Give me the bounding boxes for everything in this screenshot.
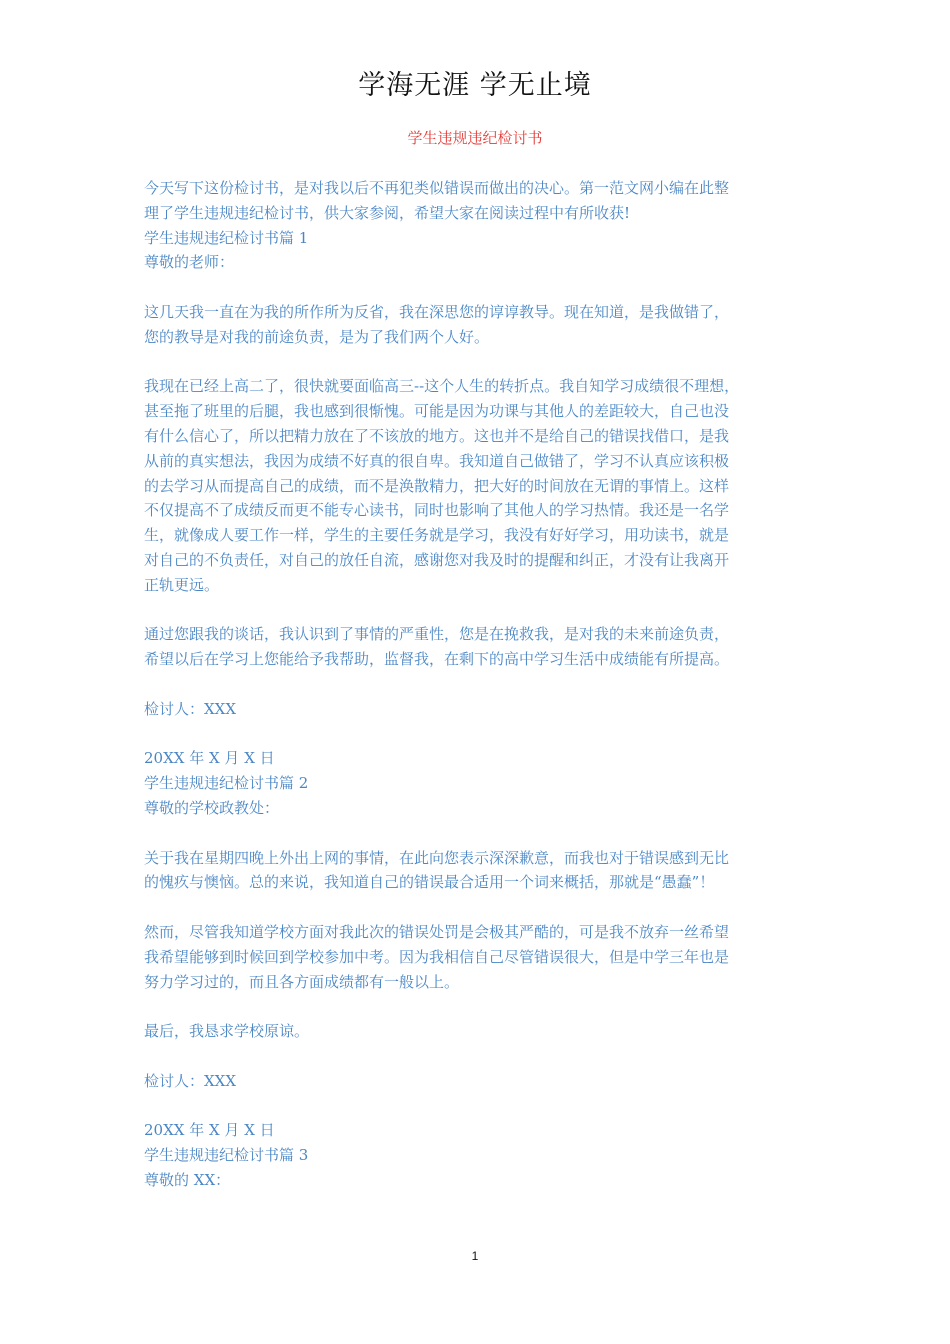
text-line: 生，就像成人要工作一样，学生的主要任务就是学习，我没有好好学习，用功读书，就是 bbox=[144, 526, 730, 545]
text-line: 您的教导是对我的前途负责，是为了我们两个人好。 bbox=[144, 327, 490, 346]
paragraph-spacer bbox=[144, 275, 814, 300]
text-line: 希望以后在学习上您能给予我帮助，监督我，在剩下的高中学习生活中成绩能有所提高。 bbox=[144, 650, 730, 669]
text-line: 努力学习过的，而且各方面成绩都有一般以上。 bbox=[144, 972, 460, 991]
text-line: 我现在已经上高二了，很快就要面临高三--这个人生的转折点。我自知学习成绩很不理想， bbox=[144, 377, 740, 396]
document-body bbox=[144, 176, 814, 1193]
text-line: 20XX 年 X 月 X 日 bbox=[144, 1121, 275, 1140]
text-line: 学生违规违纪检讨书篇 2 bbox=[144, 774, 309, 793]
text-line: 尊敬的老师： bbox=[144, 253, 235, 272]
text-line: 检讨人：XXX bbox=[144, 1071, 237, 1090]
paragraph-spacer bbox=[144, 598, 814, 623]
text-line: 然而，尽管我知道学校方面对我此次的错误处罚是会极其严酷的，可是我不放弃一丝希望 bbox=[144, 922, 730, 941]
text-line: 理了学生违规违纪检讨书，供大家参阅，希望大家在阅读过程中有所收获! bbox=[144, 203, 631, 222]
text-line: 从前的真实想法，我因为成绩不好真的很自卑。我知道自己做错了，学习不认真应该积极 bbox=[144, 451, 730, 470]
text-line: 的去学习从而提高自己的成绩，而不是涣散精力，把大好的时间放在无谓的事情上。这样 bbox=[144, 476, 730, 495]
text-line: 这几天我一直在为我的所作所为反省，我在深思您的谆谆教导。现在知道，是我做错了， bbox=[144, 302, 730, 321]
text-line: 尊敬的 XX： bbox=[144, 1170, 231, 1189]
text-line: 通过您跟我的谈话，我认识到了事情的严重性，您是在挽救我，是对我的未来前途负责， bbox=[144, 625, 730, 644]
paragraph-spacer bbox=[144, 1044, 814, 1069]
text-line: 尊敬的学校政教处： bbox=[144, 798, 280, 817]
paragraph-spacer bbox=[144, 994, 814, 1019]
text-line: 对自己的不负责任，对自己的放任自流，感谢您对我及时的提醒和纠正，才没有让我离开 bbox=[144, 550, 730, 569]
text-line: 关于我在星期四晚上外出上网的事情，在此向您表示深深歉意，而我也对于错误感到无比 bbox=[144, 848, 730, 867]
page-number: 1 bbox=[471, 1249, 479, 1263]
paragraph-spacer bbox=[144, 821, 814, 846]
text-line: 学生违规违纪检讨书篇 1 bbox=[144, 228, 309, 247]
paragraph-spacer bbox=[144, 672, 814, 697]
text-line: 不仅提高不了成绩反而更不能专心读书，同时也影响了其他人的学习热情。我还是一名学 bbox=[144, 501, 730, 520]
text-line: 的愧疚与懊恼。总的来说，我知道自己的错误最合适用一个词来概括，那就是“愚蠢”！ bbox=[144, 873, 715, 892]
text-line: 有什么信心了，所以把精力放在了不该放的地方。这也并不是给自己的错误找借口，是我 bbox=[144, 426, 730, 445]
text-line: 甚至拖了班里的后腿，我也感到很惭愧。可能是因为功课与其他人的差距较大，自己也没 bbox=[144, 402, 730, 421]
paragraph-spacer bbox=[144, 895, 814, 920]
text-line: 正轨更远。 bbox=[144, 575, 220, 594]
document-title: 学生违规违纪检讨书 bbox=[407, 129, 543, 147]
paragraph-spacer bbox=[144, 350, 814, 375]
text-line: 今天写下这份检讨书，是对我以后不再犯类似错误而做出的决心。第一范文网小编在此整 bbox=[144, 179, 730, 197]
text-line: 最后，我恳求学校原谅。 bbox=[144, 1022, 310, 1041]
text-line: 20XX 年 X 月 X 日 bbox=[144, 749, 275, 768]
paragraph-spacer bbox=[144, 1093, 814, 1118]
text-line: 检讨人：XXX bbox=[144, 699, 237, 718]
page-header-title: 学海无涯 学无止境 bbox=[358, 70, 592, 101]
text-line: 学生违规违纪检讨书篇 3 bbox=[144, 1146, 309, 1165]
paragraph-spacer bbox=[144, 722, 814, 747]
text-line: 我希望能够到时候回到学校参加中考。因为我相信自己尽管错误很大，但是中学三年也是 bbox=[144, 947, 730, 966]
